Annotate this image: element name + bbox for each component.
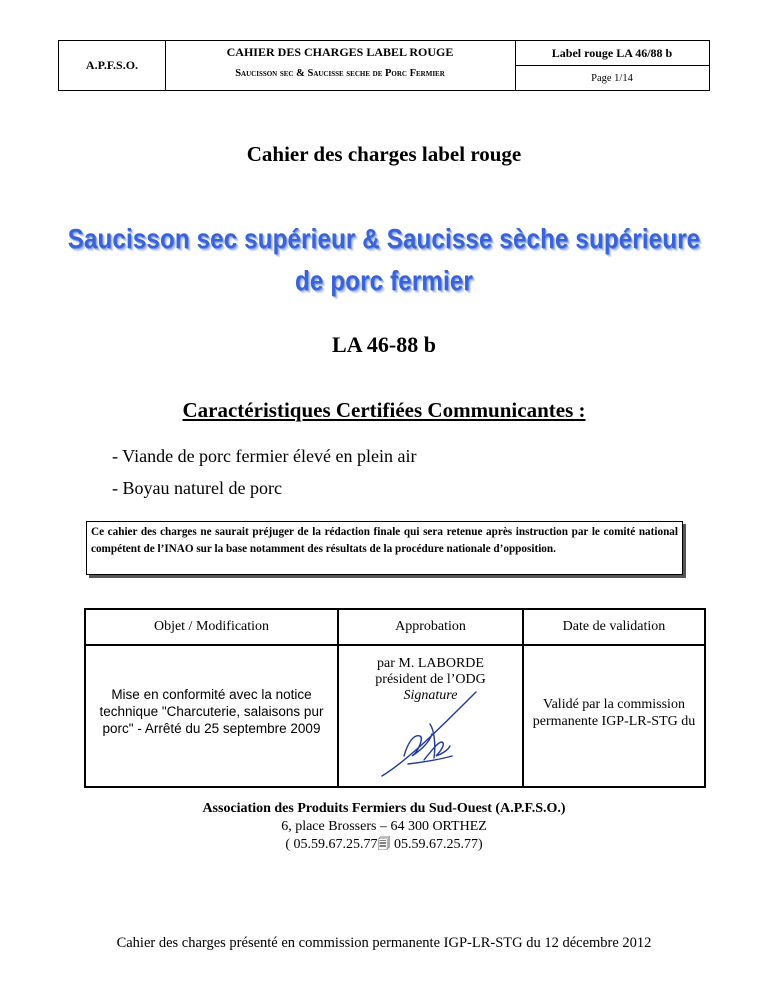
object-line: porc" - Arrêté du 25 septembre 2009: [102, 721, 321, 736]
fax-icon: 🗐: [377, 837, 391, 852]
approval-table: [84, 608, 706, 788]
header-title-line2: Saucisson sec & Saucisse seche de Porc Fermier: [235, 68, 445, 79]
fax-number: 05.59.67.25.77): [394, 837, 483, 852]
approval-line: par M. LABORDE: [377, 656, 484, 671]
object-line: Mise en conformité avec la notice: [111, 687, 312, 702]
header-organization: A.P.F.S.O.: [59, 41, 166, 90]
document-title: Cahier des charges label rouge: [246, 142, 522, 166]
product-wordart-title: [54, 218, 714, 302]
header-label-ref: Label rouge LA 46/88 b: [515, 41, 709, 66]
product-title-line2: de porc fermier: [295, 265, 473, 296]
column-header-approval: Approbation: [395, 619, 466, 634]
label-reference: LA 46-88 b: [332, 332, 436, 357]
association-block: [0, 800, 768, 854]
product-title-line1: Saucisson sec supérieur & Saucisse sèche supérieure: [67, 223, 701, 254]
validation-line: Validé par la commission: [543, 697, 685, 712]
signature-label: Signature: [403, 688, 458, 703]
certified-characteristics-heading: Caractéristiques Certifiées Communicantes :: [182, 398, 586, 422]
association-name: Association des Produits Fermiers du Sud-Ouest (A.P.F.S.O.): [202, 801, 566, 816]
page-footer: Cahier des charges présenté en commission permanente IGP-LR-STG du 12 décembre 2012: [116, 935, 652, 951]
header-title-line1: CAHIER DES CHARGES LABEL ROUGE: [226, 45, 454, 59]
certified-item: - Viande de porc fermier élevé en plein air: [112, 446, 417, 466]
object-modification-cell: [86, 686, 337, 737]
document-header: [58, 40, 710, 91]
phone-number: ( 05.59.67.25.77: [285, 837, 378, 852]
association-address: 6, place Brossers – 64 300 ORTHEZ: [281, 819, 487, 834]
header-title-cell: [165, 41, 516, 90]
association-contact: [0, 836, 768, 854]
disclaimer-notice: Ce cahier des charges ne saurait préjuger de la rédaction finale qui sera retenue après instruction par le comité national compétent de l’INAO sur la base notamment des résultats de la procédure nationale d’opposition.: [86, 521, 683, 575]
approval-line: président de l’ODG: [375, 672, 486, 687]
object-line: technique "Charcuterie, salaisons pur: [99, 704, 324, 719]
certified-item: - Boyau naturel de porc: [112, 478, 282, 498]
validation-line: permanente IGP-LR-STG du: [532, 714, 696, 729]
validation-cell: [524, 696, 704, 730]
column-header-object: Objet / Modification: [153, 619, 270, 634]
header-ref-cell: [515, 41, 709, 90]
table-divider: [86, 644, 704, 646]
handwritten-signature: [378, 690, 478, 780]
column-header-validation: Date de validation: [562, 619, 666, 634]
header-page-number: Page 1/14: [591, 72, 633, 84]
